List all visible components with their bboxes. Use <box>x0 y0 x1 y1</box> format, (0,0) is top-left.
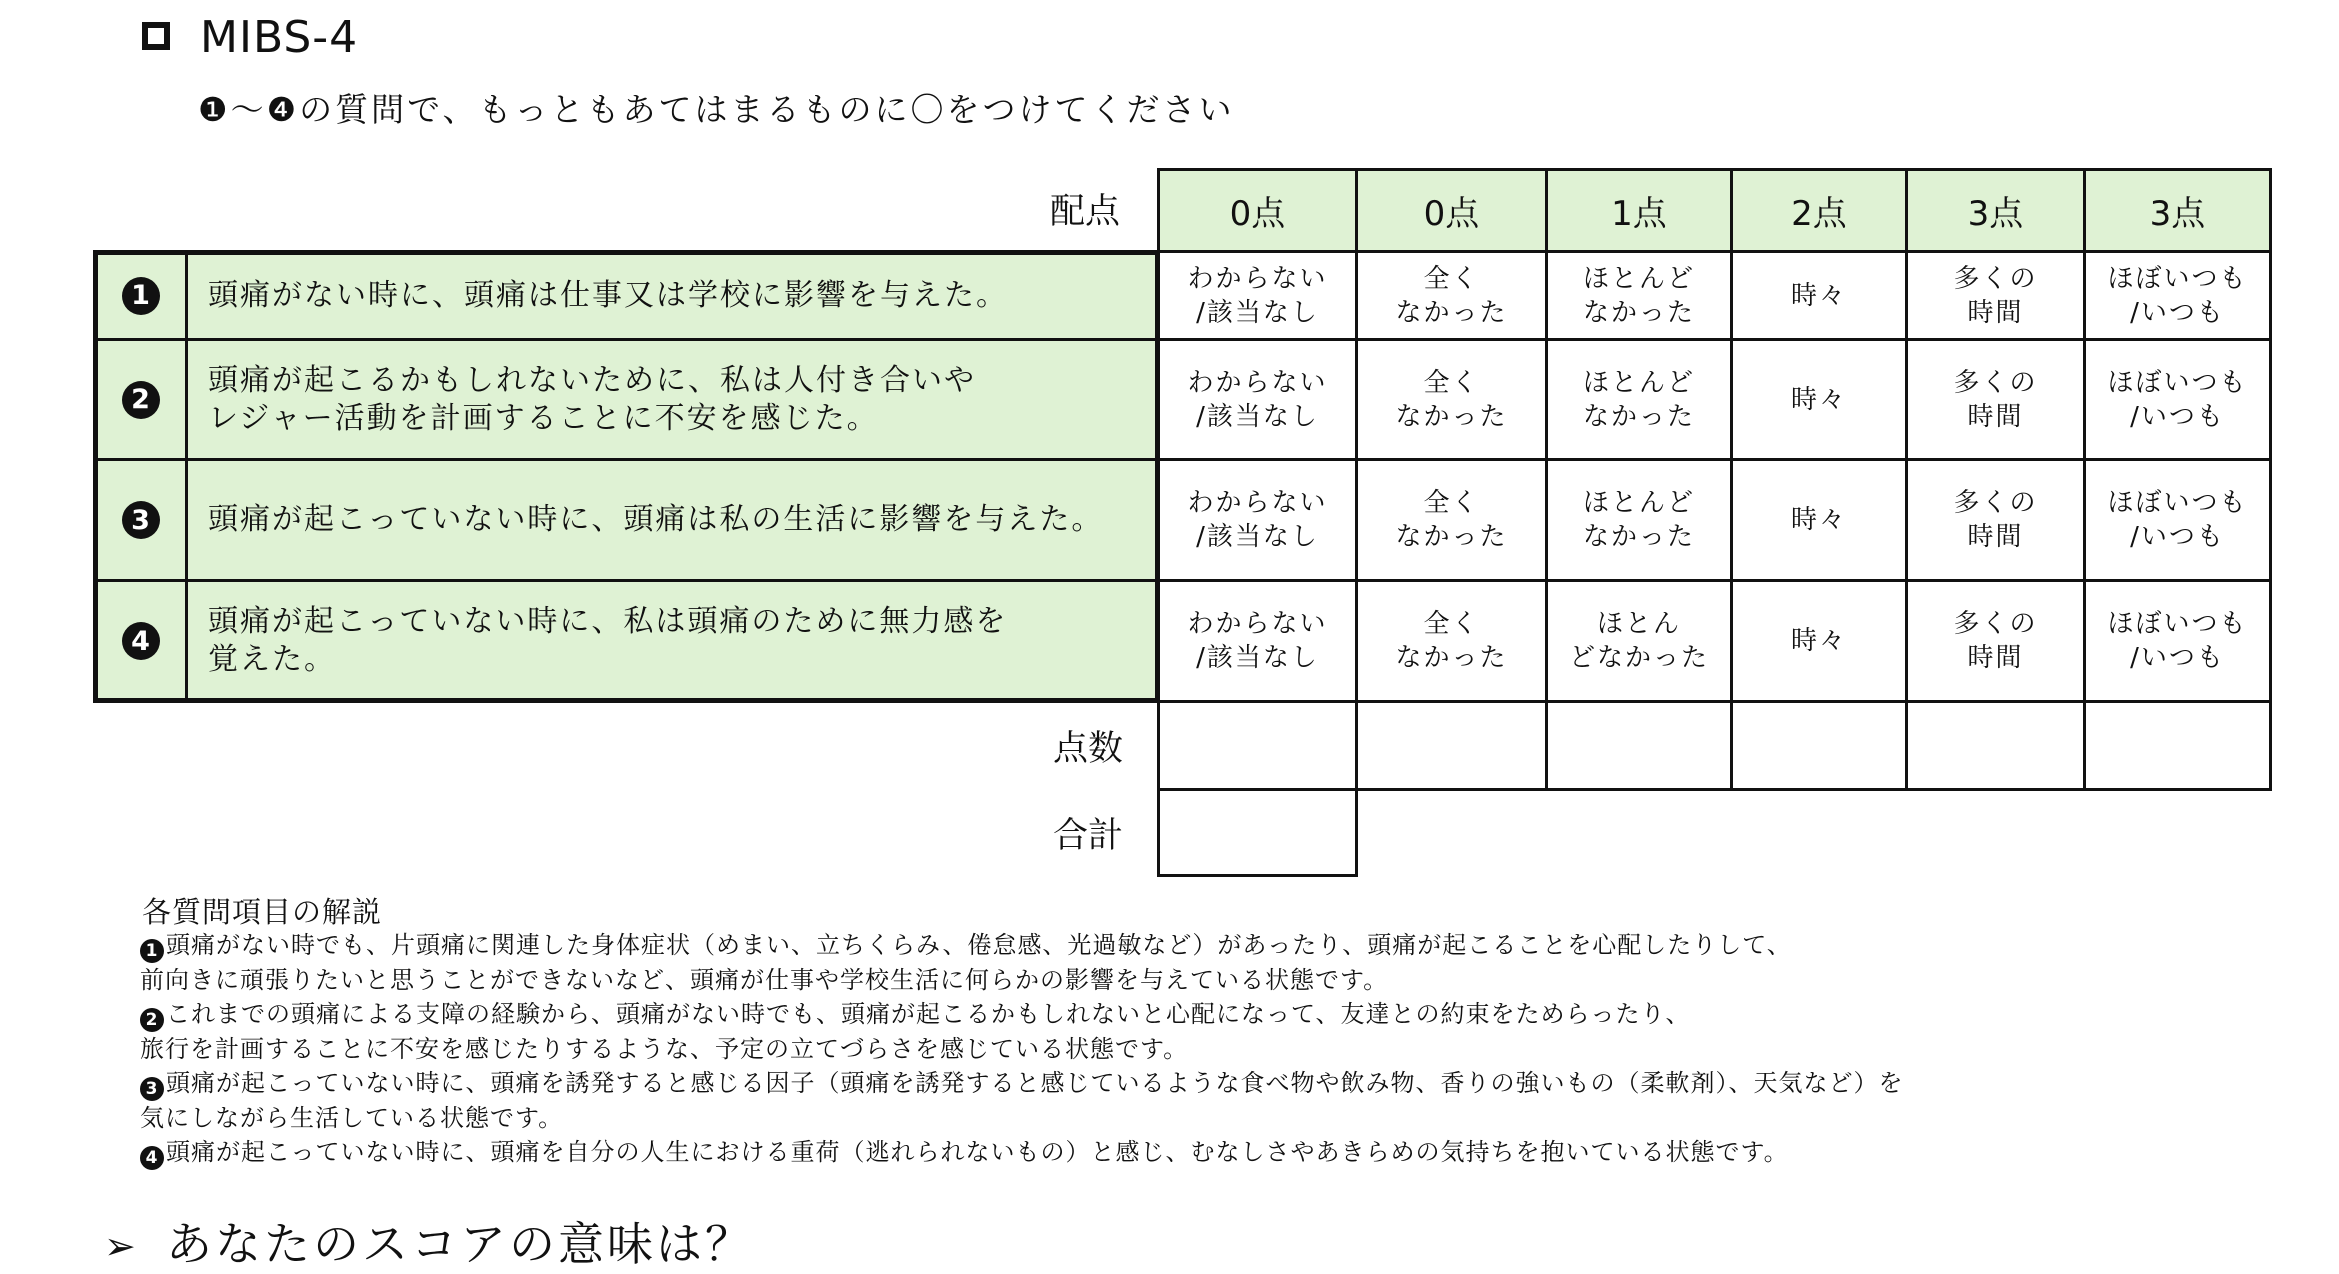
answer-option[interactable] <box>2083 579 2272 703</box>
explanation-item <box>140 1066 1904 1135</box>
question-label: 頭痛が起こっていない時に、頭痛は私の生活に影響を与えた。 <box>208 502 1104 537</box>
answer-option[interactable] <box>1157 458 1358 582</box>
answer-option[interactable] <box>1730 338 1908 461</box>
answer-label: 時々 <box>1790 384 1847 415</box>
score-header: 3点 <box>2083 168 2272 253</box>
answer-option[interactable] <box>1905 579 2086 703</box>
question-label: 頭痛が起こっていない時に、私は頭痛のために無力感を 覚えた。 <box>208 604 1008 677</box>
explanation-item <box>140 997 1904 1066</box>
answer-option[interactable] <box>2083 338 2272 461</box>
answer-option[interactable] <box>1545 338 1733 461</box>
answer-label: 全く なかった <box>1395 263 1508 328</box>
question-text <box>185 458 1160 582</box>
score-header: 1点 <box>1545 168 1733 253</box>
explanation-item <box>140 928 1904 997</box>
score-header: 2点 <box>1730 168 1908 253</box>
answer-option[interactable] <box>1157 338 1358 461</box>
answer-label: わからない /該当なし <box>1187 488 1328 552</box>
number-circle-icon: 3 <box>140 1077 164 1101</box>
answer-option[interactable] <box>1730 250 1908 341</box>
points-input-cell[interactable] <box>1157 700 1358 791</box>
answer-label: ほとん どなかった <box>1568 609 1709 673</box>
page-title: MIBS-4 <box>200 12 359 63</box>
answer-label: ほぼいつも /いつも <box>2107 367 2248 432</box>
number-circle-icon: 4 <box>122 622 160 660</box>
points-input-cell[interactable] <box>1905 700 2086 791</box>
answer-label: ほぼいつも /いつも <box>2107 488 2248 552</box>
explanation-text: 頭痛が起こっていない時に、頭痛を自分の人生における重荷（逃れられないもの）と感じ、むなしさやあきらめの気持ちを抱いている状態です。 <box>166 1138 1789 1166</box>
answer-label: ほとんど なかった <box>1582 488 1695 552</box>
answer-option[interactable] <box>2083 458 2272 582</box>
arrow-bullet-icon: ➢ <box>104 1224 136 1268</box>
answer-label: 時々 <box>1790 626 1847 656</box>
points-input-cell[interactable] <box>1730 700 1908 791</box>
explanation-text: 頭痛が起こっていない時に、頭痛を誘発すると感じる因子（頭痛を誘発すると感じているような食べ物や飲み物、香りの強いもの（柔軟剤）、天気など）を 気にしながら生活している状態です。 <box>140 1069 1904 1132</box>
answer-option[interactable] <box>1157 250 1358 341</box>
score-header: 0点 <box>1355 168 1548 253</box>
number-circle-icon: 3 <box>122 501 160 539</box>
answer-option[interactable] <box>1355 579 1548 703</box>
question-label: 頭痛がない時に、頭痛は仕事又は学校に影響を与えた。 <box>208 277 1008 313</box>
question-text <box>185 250 1160 341</box>
answer-label: 多くの 時間 <box>1953 609 2038 673</box>
points-label: 点数 <box>1052 728 1123 769</box>
score-header: 0点 <box>1157 168 1358 253</box>
explanation-title: 各質問項目の解説 <box>142 895 383 929</box>
number-circle-icon: 2 <box>122 381 160 419</box>
checkbox-square-icon <box>142 22 170 50</box>
question-label: 頭痛が起こるかもしれないために、私は人付き合いや レジャー活動を計画することに不安を感じた。 <box>208 362 976 436</box>
answer-label: 多くの 時間 <box>1953 488 2038 552</box>
question-text <box>185 338 1160 461</box>
points-input-cell[interactable] <box>2083 700 2272 791</box>
answer-label: 時々 <box>1790 280 1847 311</box>
answer-label: 全く なかった <box>1395 367 1508 432</box>
number-circle-icon: 2 <box>140 1008 164 1032</box>
answer-label: ほぼいつも /いつも <box>2107 263 2248 328</box>
answer-label: ほとんど なかった <box>1582 263 1695 328</box>
answer-option[interactable] <box>1355 338 1548 461</box>
answer-label: わからない /該当なし <box>1187 263 1328 328</box>
score-label: 配点 <box>1049 192 1120 232</box>
explanation-list <box>140 928 1904 1170</box>
answer-label: 全く なかった <box>1395 609 1508 673</box>
answer-option[interactable] <box>1730 579 1908 703</box>
answer-label: ほぼいつも /いつも <box>2107 609 2248 673</box>
question-number <box>93 338 188 461</box>
number-circle-icon: 1 <box>140 939 164 963</box>
answer-option[interactable] <box>1355 250 1548 341</box>
answer-option[interactable] <box>1905 458 2086 582</box>
points-input-cell[interactable] <box>1545 700 1733 791</box>
answer-label: 全く なかった <box>1395 488 1508 552</box>
answer-option[interactable] <box>1905 250 2086 341</box>
answer-option[interactable] <box>2083 250 2272 341</box>
answer-option[interactable] <box>1545 579 1733 703</box>
answer-label: 時々 <box>1790 505 1847 535</box>
answer-option[interactable] <box>1545 458 1733 582</box>
answer-label: ほとんど なかった <box>1582 367 1695 432</box>
total-input-cell[interactable] <box>1157 788 1358 877</box>
instruction-text: ❶〜❹の質問で、もっともあてはまるものに〇をつけてください <box>198 90 1235 129</box>
answer-label: わからない /該当なし <box>1187 367 1328 432</box>
answer-label: 多くの 時間 <box>1953 263 2038 328</box>
explanation-item <box>140 1135 1904 1170</box>
answer-label: わからない /該当なし <box>1187 609 1328 673</box>
question-text <box>185 579 1160 703</box>
explanation-text: これまでの頭痛による支障の経験から、頭痛がない時でも、頭痛が起こるかもしれないと心配になって、友達との約束をためらったり、 旅行を計画することに不安を感じたりするような、予定の立てづらさを感じている状態です。 <box>140 1000 1691 1063</box>
answer-label: 多くの 時間 <box>1953 367 2038 432</box>
explanation-text: 頭痛がない時でも、片頭痛に関連した身体症状（めまい、立ちくらみ、倦怠感、光過敏など）があったり、頭痛が起こることを心配したりして、 前向きに頑張りたいと思うことができないなど、頭痛が仕事や学校生活に何らかの影響を与えている状態です。 <box>140 931 1792 994</box>
answer-option[interactable] <box>1355 458 1548 582</box>
question-number <box>93 458 188 582</box>
answer-option[interactable] <box>1545 250 1733 341</box>
score-header: 3点 <box>1905 168 2086 253</box>
question-number <box>93 250 188 341</box>
question-number <box>93 579 188 703</box>
answer-option[interactable] <box>1157 579 1358 703</box>
answer-option[interactable] <box>1730 458 1908 582</box>
total-label: 合計 <box>1052 815 1123 856</box>
answer-option[interactable] <box>1905 338 2086 461</box>
points-input-cell[interactable] <box>1355 700 1548 791</box>
number-circle-icon: 1 <box>122 277 160 315</box>
number-circle-icon: 4 <box>140 1146 164 1170</box>
score-meaning-heading: あなたのスコアの意味は？ <box>166 1217 754 1271</box>
